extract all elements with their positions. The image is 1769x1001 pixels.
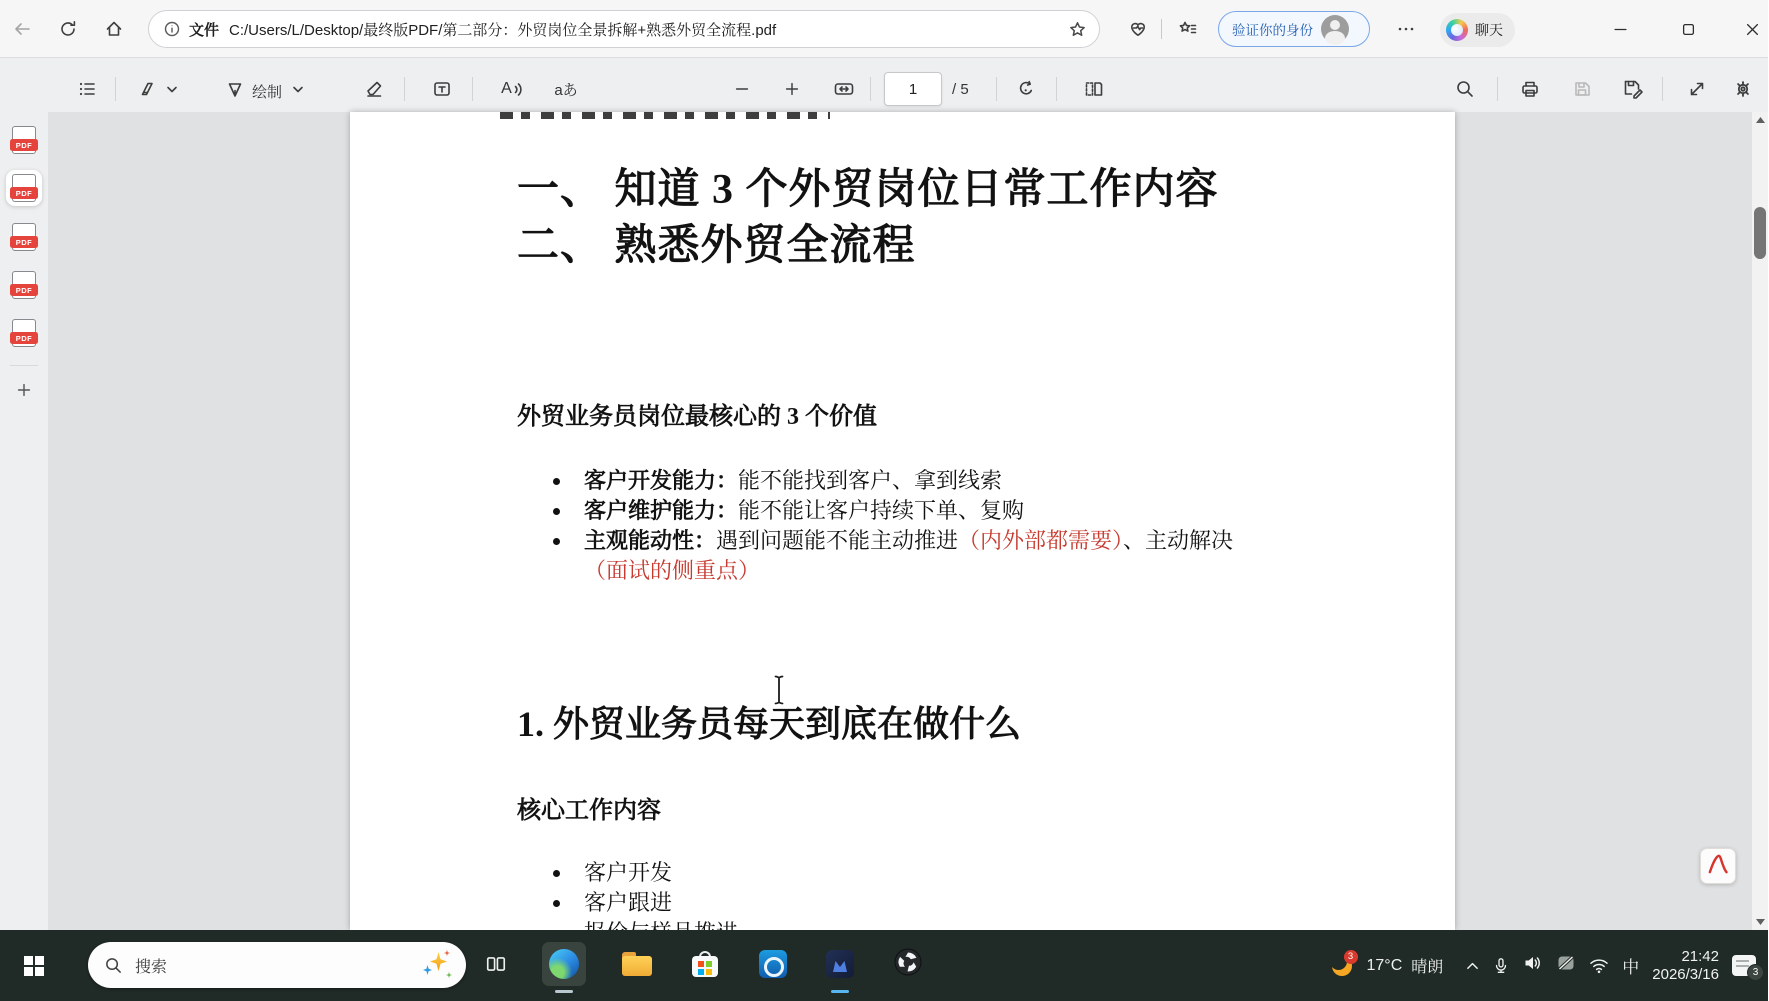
wifi-icon[interactable]: [1589, 957, 1609, 974]
list-item: 客户开发: [584, 860, 673, 885]
home-icon: [104, 19, 124, 39]
doc-section-heading: 1. 外贸业务员每天到底在做什么: [517, 704, 1022, 744]
profile-avatar: [1321, 15, 1349, 43]
pdf-file-icon: PDF: [12, 223, 36, 251]
plus-icon: [15, 381, 33, 399]
pdf-file-icon: PDF: [12, 126, 36, 154]
page-view-button[interactable]: [1080, 75, 1108, 103]
vertical-scrollbar[interactable]: [1752, 112, 1768, 930]
page-view-icon: [1084, 79, 1104, 99]
divider: [1161, 19, 1162, 39]
address-bar[interactable]: [148, 10, 1100, 48]
taskbar-search[interactable]: [88, 942, 466, 988]
home-button[interactable]: [98, 13, 130, 45]
pdf-page: [350, 112, 1455, 930]
taskbar-app-edge[interactable]: [542, 942, 586, 986]
copilot-chat-label: 聊天: [1475, 22, 1503, 38]
pdf-viewport[interactable]: [48, 112, 1752, 930]
pdf-file-icon: PDF: [12, 271, 36, 299]
speaker-icon[interactable]: [1523, 954, 1543, 977]
active-app-indicator: [831, 990, 849, 993]
task-view-button[interactable]: [474, 942, 518, 986]
microsoft-store-icon: [691, 950, 719, 978]
device-disabled-icon[interactable]: [1556, 953, 1576, 978]
window-maximize-button[interactable]: [1671, 12, 1705, 46]
pdf-file-icon: PDF: [12, 174, 36, 202]
info-icon[interactable]: [163, 20, 181, 38]
divider: [1497, 77, 1498, 101]
search-icon: [104, 956, 123, 975]
gear-icon: [1733, 79, 1753, 99]
tab-pdf-4[interactable]: [6, 267, 42, 303]
weather-widget-icon[interactable]: [1330, 951, 1354, 978]
erase-button[interactable]: [360, 75, 388, 103]
task-view-icon: [485, 953, 507, 975]
verify-identity-button[interactable]: [1218, 11, 1370, 47]
taskbar-app-store[interactable]: [683, 942, 727, 986]
maximize-icon: [1682, 23, 1695, 36]
search-placeholder: 搜索: [135, 958, 168, 976]
toc-button[interactable]: [73, 75, 101, 103]
browser-essentials-icon: [1128, 19, 1148, 39]
close-icon: [1746, 23, 1759, 36]
clock-date: 2026/3/16: [1652, 965, 1719, 983]
divider: [472, 77, 473, 101]
list-item: 客户维护能力：能不能让客户持续下单、复购: [584, 498, 1025, 523]
divider: [870, 77, 871, 101]
tab-pdf-1[interactable]: [6, 122, 42, 158]
active-app-indicator: [555, 990, 573, 993]
draw-options-button[interactable]: [290, 75, 306, 103]
doc-red-note: （面试的侧重点）: [584, 558, 761, 583]
highlighter-icon: [136, 79, 156, 99]
taskbar-clock[interactable]: [1652, 948, 1719, 984]
read-aloud-icon: A: [501, 80, 512, 97]
save-as-icon: [1622, 78, 1644, 100]
file-explorer-icon: [622, 952, 652, 976]
print-button[interactable]: [1516, 75, 1544, 103]
scroll-down-arrow[interactable]: [1752, 914, 1768, 930]
taskbar-app-outlook[interactable]: [751, 942, 795, 986]
translate-icon: aあ: [554, 81, 578, 99]
save-icon: [1572, 79, 1592, 99]
draw-button[interactable]: [221, 75, 249, 103]
more-menu-button[interactable]: [1390, 13, 1422, 45]
list-item: 客户跟进: [584, 890, 673, 915]
notification-badge: 3: [1747, 964, 1764, 981]
weather-condition[interactable]: 晴朗: [1411, 959, 1444, 976]
app-icon-dark: [826, 950, 854, 978]
divider: [1056, 77, 1057, 101]
eraser-icon: [364, 79, 384, 99]
search-document-button[interactable]: [1451, 75, 1479, 103]
clipped-text-remnant: [500, 112, 830, 119]
pdf-file-icon: PDF: [12, 319, 36, 347]
page-total-label: / 5: [952, 81, 969, 98]
window-close-button[interactable]: [1735, 12, 1769, 46]
taskbar-app-file-explorer[interactable]: [615, 942, 659, 986]
favorites-button[interactable]: [1172, 13, 1204, 45]
url-scheme-label: 文件: [189, 21, 220, 39]
tab-pdf-5[interactable]: [6, 315, 42, 351]
more-dots-icon: [1396, 19, 1416, 39]
verify-identity-label: 验证你的身份: [1232, 23, 1313, 38]
rotate-icon: [1016, 79, 1036, 99]
outlook-icon: [759, 950, 787, 978]
tab-pdf-2-active[interactable]: [6, 170, 42, 206]
draw-pen-icon: [225, 79, 245, 99]
rotate-button[interactable]: [1012, 75, 1040, 103]
windows-logo-icon: [24, 956, 44, 976]
copilot-icon: [1446, 19, 1468, 41]
doc-heading-1: 一、 知道 3 个外贸岗位日常工作内容: [517, 167, 1219, 213]
new-tab-button[interactable]: [6, 372, 42, 408]
url-text[interactable]: C:/Users/L/Desktop/最终版PDF/第二部分：外贸岗位全景拆解+熟悉外贸全流程.pdf: [229, 21, 777, 39]
back-button[interactable]: [6, 13, 38, 45]
browser-essentials-button[interactable]: [1122, 13, 1154, 45]
zoom-in-icon: [783, 80, 801, 98]
copilot-chat-button[interactable]: [1440, 13, 1515, 47]
list-item: 客户开发能力：能不能找到客户、拿到线索: [584, 468, 1003, 493]
printer-icon: [1520, 79, 1540, 99]
edge-browser-icon: [549, 949, 579, 979]
acrobat-extension-button[interactable]: [1700, 848, 1736, 884]
translate-button[interactable]: [548, 75, 584, 103]
read-aloud-button[interactable]: [494, 75, 530, 103]
fit-width-icon: [833, 79, 855, 99]
table-of-contents-icon: [77, 79, 97, 99]
obs-studio-icon: [894, 948, 922, 981]
weather-temp[interactable]: 17°C: [1366, 956, 1403, 974]
notification-center-button[interactable]: [1732, 955, 1759, 978]
scrollbar-thumb[interactable]: [1754, 207, 1766, 259]
highlight-button[interactable]: [132, 75, 160, 103]
divider: [1662, 77, 1663, 101]
zoom-in-button[interactable]: [778, 75, 806, 103]
taskbar-app-obs[interactable]: [886, 942, 930, 986]
doc-subheading-core: 核心工作内容: [517, 798, 661, 824]
page-number-input[interactable]: [884, 72, 942, 106]
zoom-out-icon: [733, 80, 751, 98]
text-box-icon: [432, 79, 452, 99]
scroll-up-arrow[interactable]: [1752, 112, 1768, 128]
start-button[interactable]: [12, 944, 56, 988]
fit-to-width-button[interactable]: [830, 75, 858, 103]
doc-bullet-list-values: [584, 466, 1233, 586]
back-icon: [12, 19, 32, 39]
clock-time: 21:42: [1681, 947, 1719, 965]
highlight-options-button[interactable]: [164, 75, 180, 103]
copilot-sparkle-icon: [422, 950, 452, 980]
text-cursor: [772, 674, 786, 706]
divider: [996, 77, 997, 101]
doc-heading-2: 二、 熟悉外贸全流程: [517, 223, 916, 269]
chevron-down-icon: [167, 86, 177, 93]
favorites-icon: [1178, 19, 1198, 39]
divider: [10, 365, 38, 366]
doc-subheading-values: 外贸业务员岗位最核心的 3 个价值: [517, 404, 877, 430]
window-minimize-button[interactable]: [1603, 12, 1637, 46]
expand-icon: [1687, 79, 1707, 99]
search-icon: [1455, 79, 1475, 99]
draw-label[interactable]: 绘制: [252, 84, 283, 101]
tray-overflow-button[interactable]: [1466, 961, 1479, 970]
tab-pdf-3[interactable]: [6, 219, 42, 255]
add-text-button[interactable]: [428, 75, 456, 103]
taskbar-app-dark[interactable]: [818, 942, 862, 986]
favorite-star-icon[interactable]: [1068, 20, 1087, 39]
vertical-tab-strip: [0, 58, 48, 930]
divider: [404, 77, 405, 101]
system-tray: [1330, 930, 1757, 1001]
refresh-icon: [58, 19, 78, 39]
minimize-icon: [1614, 23, 1627, 36]
ime-indicator[interactable]: 中: [1622, 958, 1640, 977]
list-item: 主观能动性：遇到问题能不能主动推进（内外部都需要）、主动解决 （面试的侧重点）: [584, 528, 1234, 583]
refresh-button[interactable]: [52, 13, 84, 45]
save-button[interactable]: [1568, 75, 1596, 103]
browser-titlebar: [0, 0, 1768, 58]
divider: [115, 77, 116, 101]
chevron-down-icon: [293, 86, 303, 93]
zoom-out-button[interactable]: [728, 75, 756, 103]
fullscreen-button[interactable]: [1683, 75, 1711, 103]
pdf-settings-button[interactable]: [1729, 75, 1757, 103]
acrobat-icon: [1705, 851, 1731, 882]
microphone-icon[interactable]: [1492, 956, 1510, 976]
save-as-button[interactable]: [1619, 75, 1647, 103]
weather-badge: 3: [1344, 950, 1358, 964]
